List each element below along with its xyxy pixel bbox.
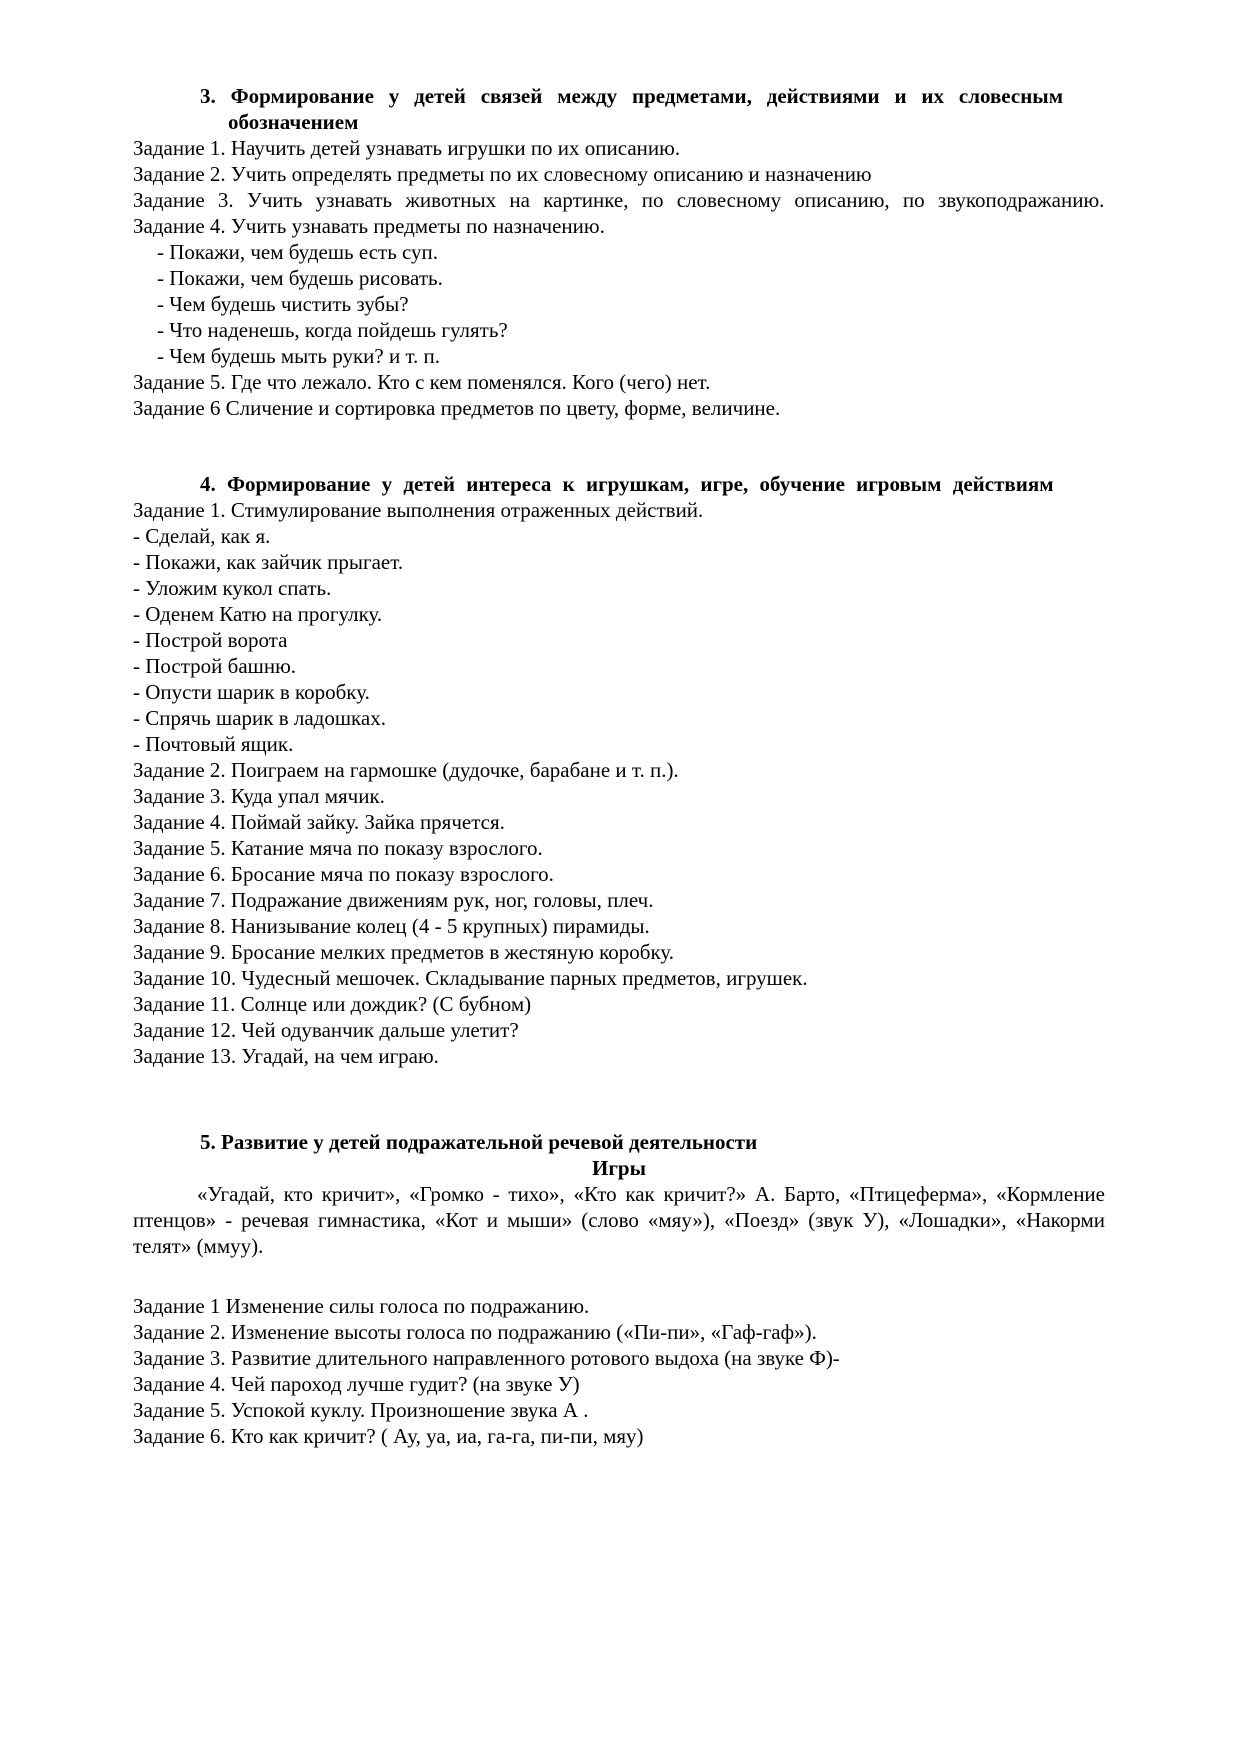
task-line: Задание 5. Успокой куклу. Произношение звука А .: [133, 1398, 589, 1422]
section-4: [133, 471, 1105, 1069]
list-item-line: - Уложим кукол спать.: [133, 576, 332, 600]
section-3-heading: 3. Формирование у детей связей между предметами, действиями и их словесным обозначением: [200, 84, 1063, 134]
task-line: Задание 13. Угадай, на чем играю.: [133, 1044, 439, 1068]
list-item-line: - Что наденешь, когда пойдешь гулять?: [157, 318, 508, 342]
task-line: Задание 8. Нанизывание колец (4 - 5 крупных) пирамиды.: [133, 914, 650, 938]
list-item-line: - Чем будешь чистить зубы?: [157, 292, 409, 316]
task-line: Задание 5. Катание мяча по показу взрослого.: [133, 836, 543, 860]
list-item-line: - Спрячь шарик в ладошках.: [133, 706, 386, 730]
task-line: Задание 2. Изменение высоты голоса по подражанию («Пи-пи», «Гаф-гаф»).: [133, 1320, 817, 1344]
task-line: Задание 4. Чей пароход лучше гудит? (на звуке У): [133, 1372, 580, 1396]
task-line: Задание 12. Чей одуванчик дальше улетит?: [133, 1018, 519, 1042]
task-line: Задание 4. Учить узнавать предметы по назначению.: [133, 214, 605, 238]
task-line: Задание 3. Учить узнавать животных на картинке, по словесному описанию, по звукоподражанию.: [133, 188, 1105, 212]
section-3: [133, 83, 1105, 421]
task-line: Задание 2. Учить определять предметы по их словесному описанию и назначению: [133, 162, 872, 186]
task-line: Задание 6. Бросание мяча по показу взрослого.: [133, 862, 554, 886]
task-line: Задание 3. Куда упал мячик.: [133, 784, 385, 808]
task-line: Задание 2. Поиграем на гармошке (дудочке, барабане и т. п.).: [133, 758, 679, 782]
list-item-line: - Почтовый ящик.: [133, 732, 294, 756]
list-item-line: - Опусти шарик в коробку.: [133, 680, 370, 704]
games-paragraph: «Угадай, кто кричит», «Громко - тихо», «Кто как кричит?» А. Барто, «Птицеферма», «Кормление птенцов» - речевая гимнастика, «Кот и мыши» (слово «мяу»), «Поезд» (звук У), «Лошадки», «Накорми телят» (ммуу).: [133, 1182, 1105, 1258]
section-5: [133, 1129, 1105, 1449]
list-item-line: - Оденем Катю на прогулку.: [133, 602, 383, 626]
task-line: Задание 1. Научить детей узнавать игрушки по их описанию.: [133, 136, 681, 160]
list-item-line: - Покажи, как зайчик прыгает.: [133, 550, 404, 574]
section-4-heading: 4. Формирование у детей интереса к игрушкам, игре, обучение игровым действиям: [200, 472, 1054, 496]
section-5-tasks: [133, 1293, 1105, 1449]
task-line: Задание 3. Развитие длительного направленного ротового выдоха (на звуке Ф)-: [133, 1346, 840, 1370]
section-5-subheading: Игры: [592, 1156, 646, 1180]
task-line: Задание 10. Чудесный мешочек. Складывание парных предметов, игрушек.: [133, 966, 808, 990]
task-line: Задание 9. Бросание мелких предметов в жестяную коробку.: [133, 940, 675, 964]
list-item-line: - Покажи, чем будешь рисовать.: [157, 266, 443, 290]
task-line: Задание 1 Изменение силы голоса по подражанию.: [133, 1294, 590, 1318]
list-item-line: - Построй башню.: [133, 654, 297, 678]
task-line: Задание 1. Стимулирование выполнения отраженных действий.: [133, 498, 704, 522]
task-line: Задание 6 Сличение и сортировка предметов по цвету, форме, величине.: [133, 396, 781, 420]
list-item-line: - Построй ворота: [133, 628, 288, 652]
task-line: Задание 7. Подражание движениям рук, ног, головы, плеч.: [133, 888, 654, 912]
list-item-line: - Чем будешь мыть руки? и т. п.: [157, 344, 441, 368]
task-line: Задание 6. Кто как кричит? ( Ау, уа, иа, га-га, пи-пи, мяу): [133, 1424, 644, 1448]
task-line: Задание 4. Поймай зайку. Зайка прячется.: [133, 810, 505, 834]
task-line: Задание 11. Солнце или дождик? (С бубном): [133, 992, 532, 1016]
section-5-heading: 5. Развитие у детей подражательной речевой деятельности: [200, 1130, 758, 1154]
list-item-line: - Сделай, как я.: [133, 524, 271, 548]
task-line: Задание 5. Где что лежало. Кто с кем поменялся. Кого (чего) нет.: [133, 370, 711, 394]
list-item-line: - Покажи, чем будешь есть суп.: [157, 240, 439, 264]
